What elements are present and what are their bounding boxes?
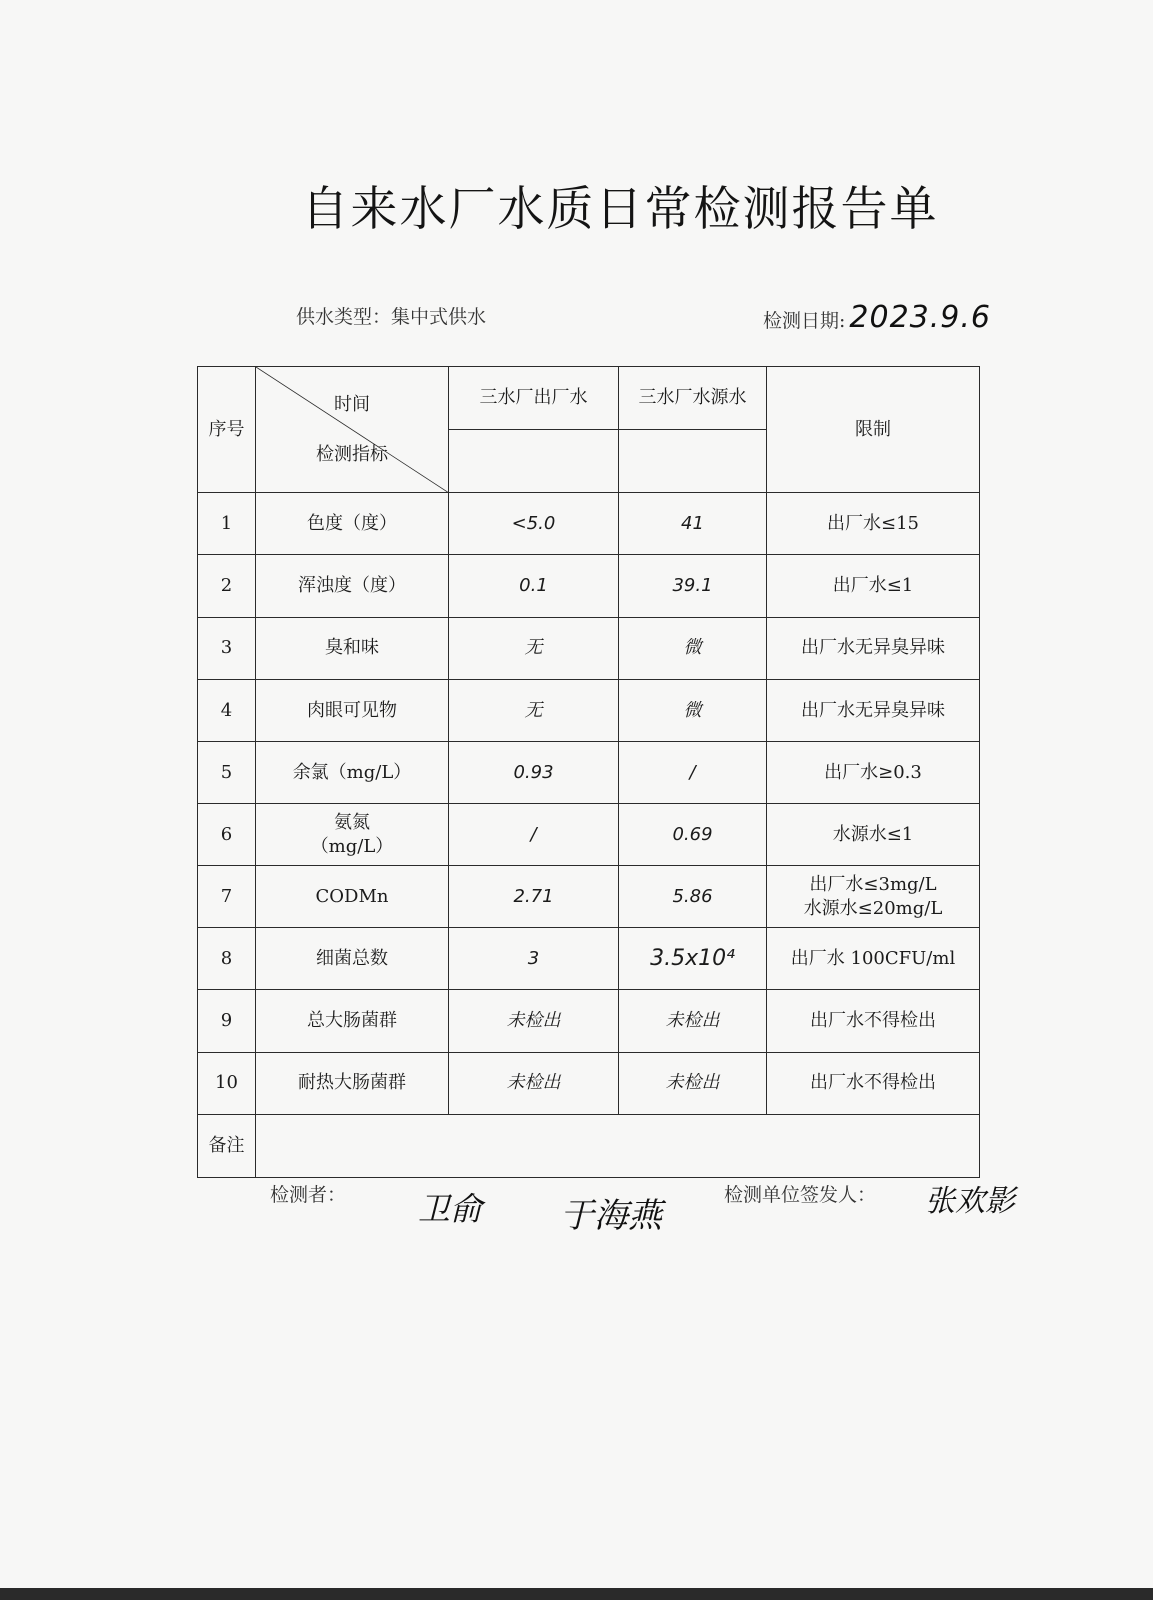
row-limit: 出厂水 100CFU/ml: [767, 928, 980, 990]
table-header-row: [198, 367, 980, 430]
row-limit: 出厂水不得检出: [767, 1052, 980, 1114]
row-outlet-value: 无: [449, 679, 619, 741]
row-limit-source: 水源水≤20mg/L: [803, 897, 943, 919]
row-source-value: 未检出: [619, 1052, 767, 1114]
row-indicator: 臭和味: [256, 617, 449, 679]
row-indicator: [256, 804, 449, 866]
row-source-value: 未检出: [619, 990, 767, 1052]
header-seq: 序号: [198, 367, 256, 493]
supply-type: 供水类型：集中式供水: [296, 306, 487, 328]
row-indicator: 总大肠菌群: [256, 990, 449, 1052]
test-date: [763, 300, 991, 335]
row-source-value: 0.69: [619, 804, 767, 866]
row-outlet-value: 0.1: [449, 555, 619, 617]
row-source-value: 5.86: [619, 866, 767, 928]
test-date-label: 检测日期:: [763, 310, 846, 332]
header-outlet: 三水厂出厂水: [449, 367, 619, 430]
row-seq: 6: [198, 804, 256, 866]
row-source-value: 微: [619, 617, 767, 679]
row-seq: 9: [198, 990, 256, 1052]
row-source-value: /: [619, 741, 767, 803]
row-indicator-name: 氨氮: [334, 812, 370, 834]
table-row: [198, 741, 980, 803]
row-source-value: 3.5x10⁴: [619, 928, 767, 990]
table-row: [198, 804, 980, 866]
row-outlet-value: 0.93: [449, 741, 619, 803]
row-source-value: 微: [619, 679, 767, 741]
table-row: [198, 617, 980, 679]
row-indicator-unit: （mg/L）: [310, 835, 394, 857]
row-outlet-value: 未检出: [449, 1052, 619, 1114]
tester-signature-1: 卫俞: [418, 1190, 483, 1228]
row-indicator: 细菌总数: [256, 928, 449, 990]
table-row: [198, 928, 980, 990]
row-limit: 出厂水无异臭异味: [767, 617, 980, 679]
table-row: [198, 493, 980, 555]
row-seq: 2: [198, 555, 256, 617]
row-seq: 8: [198, 928, 256, 990]
remarks-content: [256, 1114, 980, 1177]
table-row: [198, 679, 980, 741]
row-source-value: 41: [619, 493, 767, 555]
row-indicator: 余氯（mg/L）: [256, 741, 449, 803]
row-seq: 1: [198, 493, 256, 555]
row-outlet-value: 未检出: [449, 990, 619, 1052]
remarks-label: 备注: [198, 1114, 256, 1177]
row-seq: 5: [198, 741, 256, 803]
header-time: 时间: [334, 394, 370, 415]
row-outlet-value: 2.71: [449, 866, 619, 928]
header-outlet-sub: [449, 430, 619, 493]
table-row: [198, 866, 980, 928]
issuer-label: 检测单位签发人：: [724, 1184, 877, 1206]
diagonal-line: [256, 367, 448, 492]
row-limit: 水源水≤1: [767, 804, 980, 866]
table-row: [198, 990, 980, 1052]
row-limit: 出厂水无异臭异味: [767, 679, 980, 741]
remarks-row: [198, 1114, 980, 1177]
row-outlet-value: 3: [449, 928, 619, 990]
row-limit-outlet: 出厂水≤3mg/L: [809, 874, 937, 896]
issuer-signature: 张欢影: [925, 1184, 1015, 1219]
row-seq: 4: [198, 679, 256, 741]
row-seq: 10: [198, 1052, 256, 1114]
scan-bottom-edge: [0, 1588, 1153, 1600]
row-indicator: 色度（度）: [256, 493, 449, 555]
row-limit: 出厂水≤15: [767, 493, 980, 555]
row-seq: 7: [198, 866, 256, 928]
report-title: 自来水厂水质日常检测报告单: [301, 182, 939, 237]
tester-signature-2: 于海燕: [560, 1196, 662, 1236]
row-limit: 出厂水≥0.3: [767, 741, 980, 803]
row-indicator: CODMn: [256, 866, 449, 928]
header-source: 三水厂水源水: [619, 367, 767, 430]
row-outlet-value: 无: [449, 617, 619, 679]
row-indicator: 肉眼可见物: [256, 679, 449, 741]
header-limit: 限制: [767, 367, 980, 493]
table-row: [198, 555, 980, 617]
tester-label: 检测者：: [270, 1184, 347, 1206]
row-source-value: 39.1: [619, 555, 767, 617]
header-indicator: 检测指标: [316, 444, 388, 465]
header-source-sub: [619, 430, 767, 493]
row-limit: 出厂水≤1: [767, 555, 980, 617]
row-outlet-value: /: [449, 804, 619, 866]
table-row: [198, 1052, 980, 1114]
row-limit: [767, 866, 980, 928]
row-outlet-value: <5.0: [449, 493, 619, 555]
test-date-value: 2023.9.6: [849, 300, 991, 335]
row-seq: 3: [198, 617, 256, 679]
row-indicator: 耐热大肠菌群: [256, 1052, 449, 1114]
header-diagonal-cell: [256, 367, 449, 493]
row-indicator: 浑浊度（度）: [256, 555, 449, 617]
row-limit: 出厂水不得检出: [767, 990, 980, 1052]
report-table: [197, 366, 980, 1178]
